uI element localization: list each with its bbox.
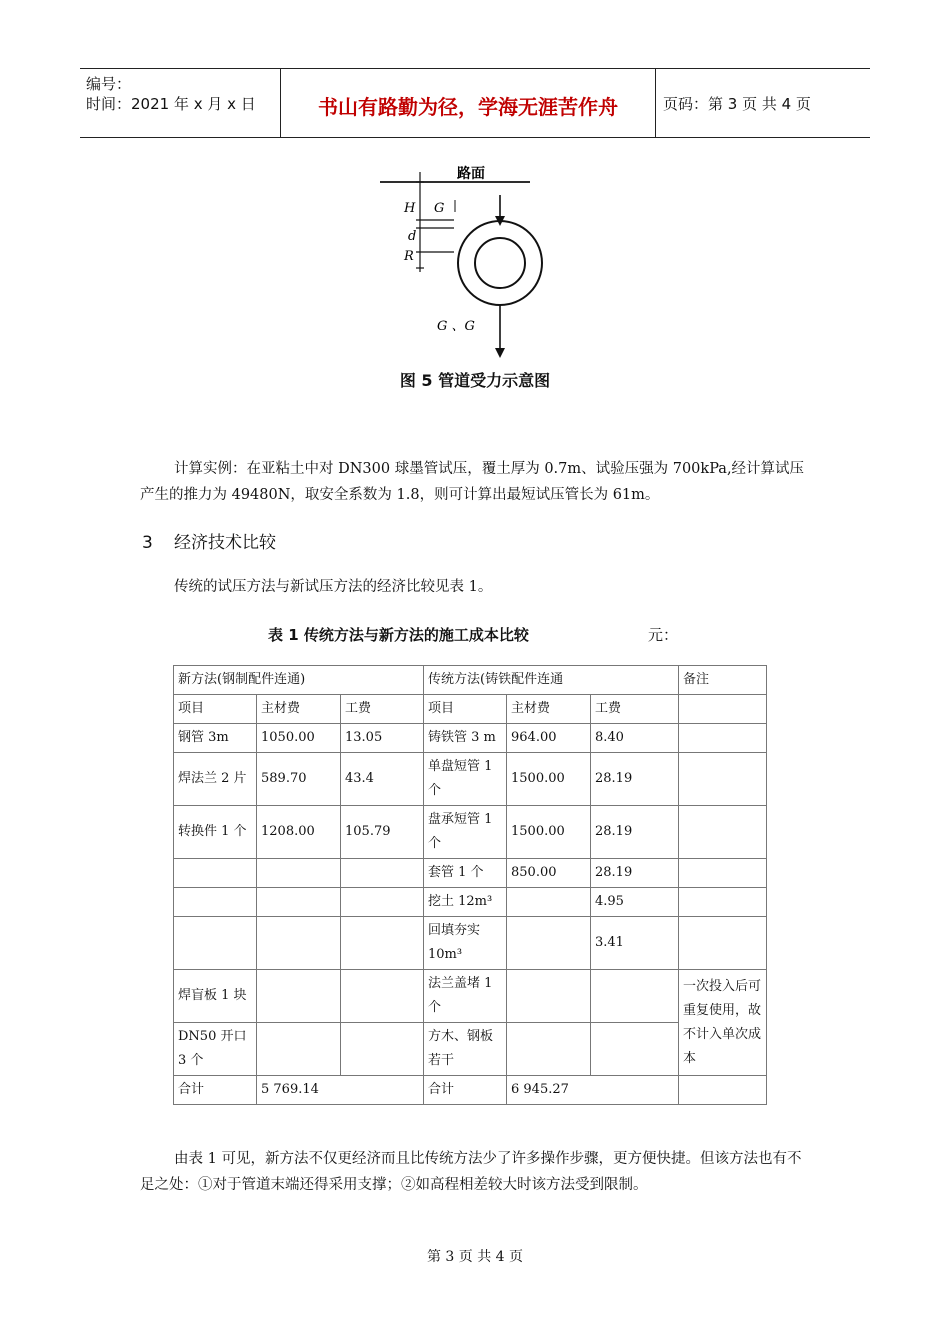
table-cell: 1500.00 — [507, 806, 591, 859]
motto: 书山有路勤为径，学海无涯苦作舟 — [318, 95, 618, 119]
table-cell — [257, 859, 341, 888]
table-cell — [257, 888, 341, 917]
table-cell: 套管 1 个 — [424, 859, 507, 888]
table-cell: 焊盲板 1 块 — [174, 970, 257, 1023]
cost-comparison-table — [173, 665, 767, 1105]
table-cell: 28.19 — [591, 806, 679, 859]
table-cell — [341, 1023, 424, 1076]
table-cell — [679, 888, 767, 917]
table-cell — [679, 917, 767, 970]
H-label: H — [404, 201, 416, 216]
table-cell: 钢管 3m — [174, 724, 257, 753]
section-title: 经济技术比较 — [174, 533, 276, 553]
table-cell: 转换件 1 个 — [174, 806, 257, 859]
table-cell — [679, 724, 767, 753]
table-cell: 单盘短管 1 个 — [424, 753, 507, 806]
table-row — [174, 1023, 767, 1076]
table-cell: DN50 开口 3 个 — [174, 1023, 257, 1076]
section-number: 3 — [142, 533, 153, 553]
total-label: 合计 — [424, 1076, 507, 1105]
table-cell — [591, 1023, 679, 1076]
table-cell — [591, 970, 679, 1023]
table-row — [174, 724, 767, 753]
page-header — [80, 68, 870, 138]
header-motto-cell — [280, 69, 656, 137]
table-cell: 盘承短管 1 个 — [424, 806, 507, 859]
code-label: 编号： — [86, 75, 132, 93]
group-new-header: 新方法(钢制配件连通) — [174, 666, 424, 695]
table-cell — [507, 917, 591, 970]
table-cell: 1050.00 — [257, 724, 341, 753]
col-item: 项目 — [174, 695, 257, 724]
R-label: R — [404, 249, 414, 264]
table-cell — [679, 753, 767, 806]
table-row — [174, 917, 767, 970]
table-cell: 8.40 — [591, 724, 679, 753]
table-cell — [174, 917, 257, 970]
table-cell: 铸铁管 3 m — [424, 724, 507, 753]
table-cell — [341, 888, 424, 917]
table-row — [174, 1076, 767, 1105]
section-heading — [142, 528, 276, 553]
col-labor: 工费 — [591, 695, 679, 724]
table-cell — [679, 1076, 767, 1105]
table-row — [174, 695, 767, 724]
table-cell — [341, 970, 424, 1023]
pipe-force-diagram — [370, 160, 600, 370]
header-page-cell — [655, 69, 870, 137]
table-cell — [341, 859, 424, 888]
table-cell: 13.05 — [341, 724, 424, 753]
G-bottom-label: G 、G — [437, 319, 475, 334]
date-label: 时间：2021 年 x 月 x 日 — [86, 95, 256, 113]
header-meta — [80, 69, 280, 137]
table-cell — [507, 888, 591, 917]
table-cell: 法兰盖堵 1 个 — [424, 970, 507, 1023]
note-header: 备注 — [679, 666, 767, 695]
table-cell: 4.95 — [591, 888, 679, 917]
table-row — [174, 753, 767, 806]
table-cell — [257, 1023, 341, 1076]
total-label: 合计 — [174, 1076, 257, 1105]
note-cell: 一次投入后可重复使用，故不计入单次成本 — [679, 970, 767, 1076]
table-cell: 3.41 — [591, 917, 679, 970]
table-row — [174, 666, 767, 695]
table-cell — [679, 859, 767, 888]
table-cell: 850.00 — [507, 859, 591, 888]
paragraph-example: 计算实例：在亚粘土中对 DN300 球墨管试压，覆土厚为 0.7m、试验压强为 700kPa,经计算试压产生的推力为 49480N，取安全系数为 1.8，则可计算出最短试压管长为 61m。 — [140, 461, 805, 503]
table-cell — [174, 888, 257, 917]
group-old-header: 传统方法(铸铁配件连通 — [424, 666, 679, 695]
table-cell — [174, 859, 257, 888]
table-cell: 43.4 — [341, 753, 424, 806]
col-material: 主材费 — [257, 695, 341, 724]
table-cell — [507, 1023, 591, 1076]
road-label: 路面 — [457, 166, 485, 182]
total-new: 5 769.14 — [257, 1076, 424, 1105]
pipe-outer — [458, 221, 542, 305]
table-cell — [257, 970, 341, 1023]
table-cell: 方木、钢板若干 — [424, 1023, 507, 1076]
col-item: 项目 — [424, 695, 507, 724]
table-cell: 1208.00 — [257, 806, 341, 859]
table-cell: 28.19 — [591, 753, 679, 806]
page-number: 页码：第 3 页 共 4 页 — [663, 95, 811, 113]
table-cell: 589.70 — [257, 753, 341, 806]
table-cell: 回填夯实 10m³ — [424, 917, 507, 970]
table-cell: 挖土 12m³ — [424, 888, 507, 917]
table-cell — [257, 917, 341, 970]
G-top-label: G — [434, 201, 445, 216]
paragraph-intro: 传统的试压方法与新试压方法的经济比较见表 1。 — [174, 579, 493, 595]
pipe-inner — [475, 238, 525, 288]
table-row — [174, 859, 767, 888]
table-cell — [679, 695, 767, 724]
col-labor: 工费 — [341, 695, 424, 724]
table-cell: 28.19 — [591, 859, 679, 888]
d-label: d — [408, 229, 417, 244]
page-footer: 第 3 页 共 4 页 — [426, 1249, 524, 1265]
table-cell: 1500.00 — [507, 753, 591, 806]
table-cell: 焊法兰 2 片 — [174, 753, 257, 806]
col-material: 主材费 — [507, 695, 591, 724]
total-old: 6 945.27 — [507, 1076, 679, 1105]
paragraph-conclusion: 由表 1 可见，新方法不仅更经济而且比传统方法少了许多操作步骤，更方便快捷。但该方法也有不足之处：①对于管道末端还得采用支撑；②如高程相差较大时该方法受到限制。 — [140, 1151, 802, 1193]
figure-caption: 图 5 管道受力示意图 — [399, 371, 551, 390]
table-cell: 964.00 — [507, 724, 591, 753]
table-cell: 105.79 — [341, 806, 424, 859]
table-cell — [341, 917, 424, 970]
table-cell — [679, 806, 767, 859]
table-row — [174, 970, 767, 1023]
table-cell — [507, 970, 591, 1023]
table-row — [174, 806, 767, 859]
table-row — [174, 888, 767, 917]
table-unit: 元： — [648, 626, 679, 644]
table-caption: 表 1 传统方法与新方法的施工成本比较 — [268, 626, 529, 644]
